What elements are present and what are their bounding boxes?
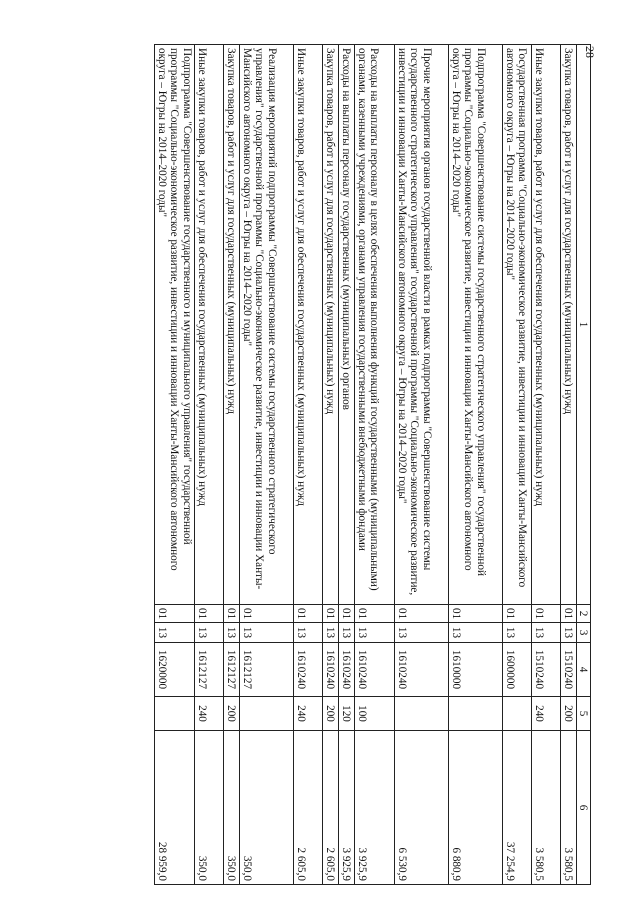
row-target-code: 1510240 <box>561 643 577 697</box>
row-section: 01 <box>240 605 294 623</box>
row-section: 01 <box>395 605 449 623</box>
row-name: Расходы на выплаты персоналу государственных (муниципальных) органов <box>339 45 355 605</box>
row-name: Закупка товаров, работ и услуг для государственных (муниципальных) нужд <box>224 45 240 605</box>
table-row <box>155 45 195 885</box>
row-name: Закупка товаров, работ и услуг для государственных (муниципальных) нужд <box>323 45 339 605</box>
row-subsection: 13 <box>395 623 449 643</box>
row-name: Иные закупки товаров, работ и услуг для обеспечения государственных (муниципальных) нужд <box>294 45 323 605</box>
rotated-table-container <box>81 44 591 884</box>
table-row <box>503 45 532 885</box>
row-section: 01 <box>503 605 532 623</box>
row-expense-type: 240 <box>294 697 323 731</box>
row-section: 01 <box>355 605 395 623</box>
row-subsection: 13 <box>195 623 224 643</box>
row-subsection: 13 <box>224 623 240 643</box>
table-row <box>294 45 323 885</box>
row-subsection: 13 <box>294 623 323 643</box>
row-expense-type <box>155 697 195 731</box>
row-section: 01 <box>339 605 355 623</box>
row-section: 01 <box>224 605 240 623</box>
row-expense-type <box>240 697 294 731</box>
row-target-code: 1610000 <box>449 643 503 697</box>
row-expense-type <box>395 697 449 731</box>
row-expense-type: 200 <box>224 697 240 731</box>
row-section: 01 <box>195 605 224 623</box>
row-subsection: 13 <box>532 623 561 643</box>
row-name: Иные закупки товаров, работ и услуг для обеспечения государственных (муниципальных) нужд <box>195 45 224 605</box>
row-section: 01 <box>449 605 503 623</box>
row-section: 01 <box>155 605 195 623</box>
row-subsection: 13 <box>240 623 294 643</box>
row-name: Подпрограмма "Совершенствование системы государственного стратегического управления" государственной программы "Социально-экономическое развитие, инвестиции и инновации Ханты-Мансийского автономного округа – Югры на 2014–2020 годы" <box>449 45 503 605</box>
table-row <box>355 45 395 885</box>
row-section: 01 <box>561 605 577 623</box>
row-expense-type <box>503 697 532 731</box>
row-target-code: 1612127 <box>240 643 294 697</box>
row-name: Расходы на выплаты персоналу в целях обеспечения выполнения функций государственными (муниципальными) органами, казенными учреждениями, органами управления государственными внебюджетными фондами <box>355 45 395 605</box>
header-cell: 4 <box>577 643 591 697</box>
row-section: 01 <box>294 605 323 623</box>
header-cell: 6 <box>577 731 591 885</box>
table-row <box>449 45 503 885</box>
row-subsection: 13 <box>339 623 355 643</box>
row-subsection: 13 <box>323 623 339 643</box>
row-subsection: 13 <box>561 623 577 643</box>
row-amount: 350,0 <box>224 731 240 885</box>
row-amount: 3 580,5 <box>561 731 577 885</box>
row-amount: 28 959,0 <box>155 731 195 885</box>
header-cell: 1 <box>577 45 591 605</box>
row-target-code: 1612127 <box>195 643 224 697</box>
row-expense-type <box>449 697 503 731</box>
row-name: Прочие мероприятия органов государственной власти в рамках подпрограммы "Совершенствование системы государственного стратегического управления" государственной программы "Социально-экономическое развитие, инвестиции и инновации Ханты-Мансийского автономного округа – Югры на 2014–2020 годы" <box>395 45 449 605</box>
row-target-code: 1600000 <box>503 643 532 697</box>
row-target-code: 1610240 <box>294 643 323 697</box>
row-name: Иные закупки товаров, работ и услуг для обеспечения государственных (муниципальных) нужд <box>532 45 561 605</box>
row-subsection: 13 <box>355 623 395 643</box>
page-number: 28 <box>583 46 597 58</box>
row-amount: 6 530,9 <box>395 731 449 885</box>
row-subsection: 13 <box>503 623 532 643</box>
table-row <box>339 45 355 885</box>
row-amount: 3 580,5 <box>532 731 561 885</box>
row-expense-type: 120 <box>339 697 355 731</box>
row-amount: 37 254,9 <box>503 731 532 885</box>
row-expense-type: 240 <box>195 697 224 731</box>
row-amount: 350,0 <box>240 731 294 885</box>
row-name: Реализация мероприятий подпрограммы "Совершенствование системы государственного стратегического управления" государственной программы "Социально-экономическое развитие, инвестиции и инновации Ханты-Мансийского автономного округа – Югры на 2014–2020 годы" <box>240 45 294 605</box>
table-row <box>532 45 561 885</box>
row-target-code: 1620000 <box>155 643 195 697</box>
row-target-code: 1610240 <box>355 643 395 697</box>
table-row <box>323 45 339 885</box>
table-row <box>195 45 224 885</box>
row-target-code: 1610240 <box>323 643 339 697</box>
row-amount: 3 925,9 <box>339 731 355 885</box>
row-name: Подпрограмма "Совершенствование государственного и муниципального управления" государственной программы "Социально-экономическое развитие, инвестиции и инновации Ханты-Мансийского автономного округа – Югры на 2014–2020 годы" <box>155 45 195 605</box>
table-row <box>395 45 449 885</box>
header-cell: 2 <box>577 605 591 623</box>
table-header-row <box>577 45 591 885</box>
row-amount: 6 880,9 <box>449 731 503 885</box>
row-amount: 350,0 <box>195 731 224 885</box>
row-expense-type: 100 <box>355 697 395 731</box>
table-row <box>561 45 577 885</box>
row-target-code: 1610240 <box>395 643 449 697</box>
row-amount: 2 605,0 <box>323 731 339 885</box>
row-subsection: 13 <box>449 623 503 643</box>
row-target-code: 1610240 <box>339 643 355 697</box>
row-subsection: 13 <box>155 623 195 643</box>
row-target-code: 1510240 <box>532 643 561 697</box>
row-name: Закупка товаров, работ и услуг для государственных (муниципальных) нужд <box>561 45 577 605</box>
row-expense-type: 200 <box>323 697 339 731</box>
row-amount: 2 605,0 <box>294 731 323 885</box>
row-expense-type: 240 <box>532 697 561 731</box>
row-expense-type: 200 <box>561 697 577 731</box>
row-name: Государственная программа "Социально-экономическое развитие, инвестиции и инновации Ханты-Мансийского автономного округа – Югры на 2014–2020 годы" <box>503 45 532 605</box>
row-amount: 3 925,9 <box>355 731 395 885</box>
row-target-code: 1612127 <box>224 643 240 697</box>
row-section: 01 <box>323 605 339 623</box>
header-cell: 3 <box>577 623 591 643</box>
row-section: 01 <box>532 605 561 623</box>
header-cell: 5 <box>577 697 591 731</box>
budget-table <box>154 44 591 885</box>
table-row <box>224 45 240 885</box>
table-row <box>240 45 294 885</box>
